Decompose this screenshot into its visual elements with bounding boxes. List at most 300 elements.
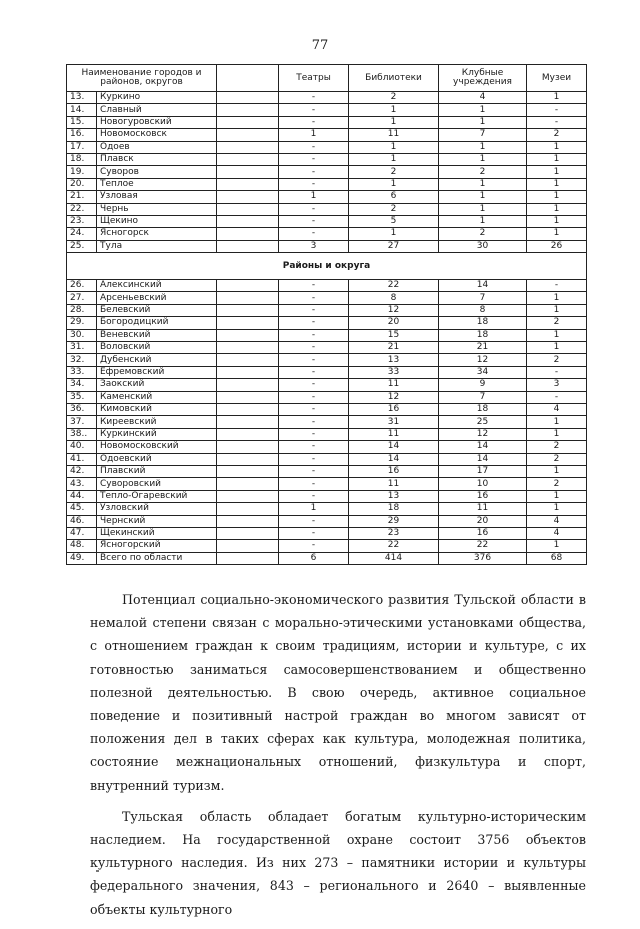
row-libraries: 13 [349,490,439,502]
row-clubs: 16 [439,527,527,539]
row-clubs: 376 [439,552,527,564]
row-theatres: - [279,391,349,403]
row-libraries: 15 [349,329,439,341]
row-clubs: 11 [439,503,527,515]
row-clubs: 4 [439,92,527,104]
row-libraries: 11 [349,428,439,440]
row-libraries: 20 [349,317,439,329]
row-libraries: 1 [349,153,439,165]
table-row [67,552,587,564]
paragraph: Тульская область обладает богатым культурно-историческим наследием. На государственной охране состоит 3756 объектов культурного наследия. Из них 273 – памятники истории и культуры федерального значения, 843 – регионального и 2640 – выявленные объекты культурного [90,808,586,917]
row-libraries: 29 [349,515,439,527]
row-theatres: - [279,342,349,354]
row-number: 29. [67,317,97,329]
row-name: Дубенский [97,354,217,366]
row-theatres: 1 [279,503,349,515]
row-libraries: 27 [349,240,439,252]
row-number: 19. [67,166,97,178]
row-libraries: 11 [349,478,439,490]
row-number: 23. [67,215,97,227]
row-theatres: - [279,280,349,292]
row-theatres: - [279,92,349,104]
table-row [67,141,587,153]
row-blank [217,215,279,227]
row-blank [217,428,279,440]
row-name: Заокский [97,379,217,391]
row-clubs: 14 [439,453,527,465]
row-museums: 2 [527,354,587,366]
row-clubs: 1 [439,215,527,227]
row-clubs: 16 [439,490,527,502]
table-row [67,191,587,203]
row-name: Воловский [97,342,217,354]
scan-speck [96,870,99,872]
row-museums: 1 [527,191,587,203]
row-clubs: 9 [439,379,527,391]
row-theatres: 1 [279,129,349,141]
row-name: Тула [97,240,217,252]
row-museums: 4 [527,527,587,539]
row-blank [217,153,279,165]
row-name: Ясногорск [97,228,217,240]
row-number: 21. [67,191,97,203]
row-number: 43. [67,478,97,490]
row-number: 17. [67,141,97,153]
row-blank [217,391,279,403]
row-name: Чернский [97,515,217,527]
row-blank [217,240,279,252]
row-libraries: 14 [349,453,439,465]
row-number: 32. [67,354,97,366]
row-theatres: - [279,141,349,153]
row-theatres: - [279,354,349,366]
row-clubs: 1 [439,191,527,203]
row-clubs: 20 [439,515,527,527]
table-row [67,317,587,329]
row-name: Ясногорский [97,540,217,552]
row-clubs: 2 [439,166,527,178]
row-name: Арсеньевский [97,292,217,304]
header-clubs: Клубные учреждения [439,65,527,92]
row-clubs: 18 [439,403,527,415]
row-clubs: 21 [439,342,527,354]
row-libraries: 2 [349,166,439,178]
header-theatres: Театры [279,65,349,92]
row-name: Одоевский [97,453,217,465]
table-row [67,153,587,165]
row-museums: - [527,104,587,116]
row-name: Всего по области [97,552,217,564]
row-blank [217,129,279,141]
row-name: Щекино [97,215,217,227]
row-name: Плавский [97,465,217,477]
row-blank [217,178,279,190]
row-museums: - [527,366,587,378]
table-row [67,540,587,552]
table-row [67,178,587,190]
row-libraries: 1 [349,116,439,128]
row-name: Киреевский [97,416,217,428]
table-row [67,366,587,378]
row-number: 14. [67,104,97,116]
row-number: 46. [67,515,97,527]
row-clubs: 7 [439,129,527,141]
row-number: 31. [67,342,97,354]
row-name: Новомосковский [97,441,217,453]
page-number: 77 [311,38,329,53]
row-number: 41. [67,453,97,465]
row-libraries: 16 [349,465,439,477]
row-museums: 1 [527,166,587,178]
row-clubs: 7 [439,292,527,304]
table-row [67,228,587,240]
row-libraries: 14 [349,441,439,453]
row-museums: 1 [527,416,587,428]
row-museums: 2 [527,453,587,465]
row-theatres: - [279,228,349,240]
row-museums: 1 [527,92,587,104]
table-row [67,92,587,104]
row-theatres: - [279,304,349,316]
table-row [67,354,587,366]
table-row [67,515,587,527]
row-theatres: - [279,203,349,215]
row-name: Суворовский [97,478,217,490]
table-row [67,490,587,502]
row-clubs: 1 [439,203,527,215]
row-museums: 4 [527,403,587,415]
row-libraries: 1 [349,104,439,116]
row-clubs: 25 [439,416,527,428]
table-row [67,304,587,316]
header-empty [217,65,279,92]
row-clubs: 14 [439,280,527,292]
row-number: 25. [67,240,97,252]
row-blank [217,490,279,502]
row-theatres: - [279,515,349,527]
row-blank [217,228,279,240]
row-museums: 1 [527,490,587,502]
row-clubs: 1 [439,104,527,116]
row-clubs: 12 [439,354,527,366]
table-row [67,527,587,539]
row-clubs: 34 [439,366,527,378]
row-blank [217,317,279,329]
table-header-row [67,65,587,92]
row-blank [217,478,279,490]
row-theatres: - [279,153,349,165]
row-museums: - [527,116,587,128]
row-museums: 1 [527,292,587,304]
row-number: 44. [67,490,97,502]
table-row [67,280,587,292]
table-row [67,453,587,465]
row-blank [217,329,279,341]
districts-body [67,280,587,565]
row-number: 47. [67,527,97,539]
row-museums: 2 [527,129,587,141]
row-libraries: 13 [349,354,439,366]
row-theatres: - [279,540,349,552]
row-museums: 68 [527,552,587,564]
table-row [67,441,587,453]
row-clubs: 12 [439,428,527,440]
row-blank [217,552,279,564]
row-number: 13. [67,92,97,104]
row-blank [217,366,279,378]
cities-body [67,92,587,253]
row-libraries: 22 [349,280,439,292]
row-libraries: 8 [349,292,439,304]
row-name: Белевский [97,304,217,316]
table-row [67,129,587,141]
row-name: Плавск [97,153,217,165]
row-blank [217,166,279,178]
table-row [67,215,587,227]
section-row-group [67,253,587,280]
table-row [67,391,587,403]
row-museums: 1 [527,203,587,215]
row-theatres: - [279,116,349,128]
row-theatres: - [279,441,349,453]
row-museums: 1 [527,540,587,552]
table-row [67,104,587,116]
row-blank [217,304,279,316]
row-clubs: 7 [439,391,527,403]
row-theatres: 1 [279,191,349,203]
row-museums: 1 [527,153,587,165]
row-blank [217,280,279,292]
row-museums: 1 [527,329,587,341]
row-libraries: 414 [349,552,439,564]
row-number: 28. [67,304,97,316]
culture-institutions-table [66,64,587,565]
row-theatres: - [279,178,349,190]
row-theatres: - [279,317,349,329]
row-name: Узловая [97,191,217,203]
row-name: Одоев [97,141,217,153]
row-museums: 3 [527,379,587,391]
row-number: 20. [67,178,97,190]
table-row [67,416,587,428]
row-libraries: 21 [349,342,439,354]
row-theatres: - [279,453,349,465]
table-row [67,292,587,304]
row-theatres: - [279,527,349,539]
table-row [67,478,587,490]
row-name: Куркино [97,92,217,104]
row-blank [217,104,279,116]
row-number: 35. [67,391,97,403]
row-blank [217,416,279,428]
row-libraries: 2 [349,92,439,104]
row-number: 40. [67,441,97,453]
row-clubs: 1 [439,141,527,153]
row-libraries: 18 [349,503,439,515]
row-name: Щекинский [97,527,217,539]
row-blank [217,342,279,354]
row-clubs: 18 [439,329,527,341]
row-theatres: - [279,403,349,415]
row-name: Чернь [97,203,217,215]
row-number: 26. [67,280,97,292]
row-blank [217,92,279,104]
row-name: Новомосковск [97,129,217,141]
row-museums: - [527,280,587,292]
row-theatres: - [279,104,349,116]
row-museums: 2 [527,317,587,329]
row-libraries: 16 [349,403,439,415]
row-libraries: 12 [349,391,439,403]
row-clubs: 1 [439,153,527,165]
row-libraries: 11 [349,129,439,141]
row-libraries: 11 [349,379,439,391]
row-name: Славный [97,104,217,116]
table-row [67,379,587,391]
row-clubs: 8 [439,304,527,316]
row-number: 45. [67,503,97,515]
row-theatres: - [279,490,349,502]
row-libraries: 23 [349,527,439,539]
row-number: 15. [67,116,97,128]
row-number: 18. [67,153,97,165]
row-number: 16. [67,129,97,141]
row-blank [217,141,279,153]
row-theatres: - [279,366,349,378]
row-number: 48. [67,540,97,552]
row-clubs: 14 [439,441,527,453]
row-clubs: 30 [439,240,527,252]
row-clubs: 10 [439,478,527,490]
row-blank [217,354,279,366]
row-museums: - [527,391,587,403]
row-number: 24. [67,228,97,240]
table-row [67,428,587,440]
row-theatres: 6 [279,552,349,564]
section-title: Районы и округа [67,253,587,280]
row-theatres: - [279,465,349,477]
row-blank [217,191,279,203]
table-row [67,503,587,515]
table-row [67,342,587,354]
row-name: Тепло-Огаревский [97,490,217,502]
row-number: 36. [67,403,97,415]
table-row [67,203,587,215]
row-name: Теплое [97,178,217,190]
row-theatres: - [279,215,349,227]
row-clubs: 22 [439,540,527,552]
row-number: 37. [67,416,97,428]
row-clubs: 1 [439,116,527,128]
row-museums: 4 [527,515,587,527]
row-theatres: - [279,416,349,428]
row-libraries: 5 [349,215,439,227]
row-libraries: 33 [349,366,439,378]
row-theatres: - [279,379,349,391]
row-libraries: 2 [349,203,439,215]
header-libraries: Библиотеки [349,65,439,92]
row-number: 22. [67,203,97,215]
row-theatres: - [279,166,349,178]
table-row [67,465,587,477]
row-number: 49. [67,552,97,564]
row-theatres: - [279,478,349,490]
body-text [90,588,586,929]
row-number: 38.. [67,428,97,440]
row-museums: 1 [527,141,587,153]
row-museums: 1 [527,228,587,240]
row-museums: 1 [527,465,587,477]
row-museums: 2 [527,478,587,490]
row-name: Веневский [97,329,217,341]
table-row [67,329,587,341]
row-name: Ефремовский [97,366,217,378]
row-number: 34. [67,379,97,391]
table-row [67,403,587,415]
row-blank [217,527,279,539]
row-theatres: - [279,428,349,440]
row-blank [217,441,279,453]
row-blank [217,203,279,215]
row-name: Кимовский [97,403,217,415]
row-museums: 1 [527,178,587,190]
row-clubs: 1 [439,178,527,190]
row-museums: 1 [527,304,587,316]
row-name: Узловский [97,503,217,515]
row-libraries: 1 [349,178,439,190]
row-blank [217,503,279,515]
row-libraries: 6 [349,191,439,203]
row-number: 30. [67,329,97,341]
row-museums: 1 [527,503,587,515]
row-libraries: 22 [349,540,439,552]
row-name: Каменский [97,391,217,403]
row-libraries: 1 [349,141,439,153]
row-blank [217,379,279,391]
row-name: Богородицкий [97,317,217,329]
row-clubs: 2 [439,228,527,240]
row-museums: 1 [527,342,587,354]
row-blank [217,540,279,552]
row-clubs: 18 [439,317,527,329]
header-name: Наименование городов и районов, округов [67,65,217,92]
paragraph: Потенциал социально-экономического развития Тульской области в немалой степени связан с морально-этическими установками общества, с отношением граждан к своим традициям, истории и культуре, с их готовностью заниматься самосовершенствованием и общественно полезной деятельностью. В свою очередь, активное социальное поведение и позитивный настрой граждан во многом зависят от положения дел в таких сферах как культура, молодежная политика, состояние межнациональных отношений, физкультура и спорт, внутренний туризм. [90,592,586,793]
row-blank [217,453,279,465]
row-museums: 1 [527,428,587,440]
row-blank [217,515,279,527]
row-theatres: - [279,329,349,341]
row-number: 27. [67,292,97,304]
row-libraries: 12 [349,304,439,316]
row-libraries: 1 [349,228,439,240]
row-blank [217,465,279,477]
section-row [67,253,587,280]
row-number: 42. [67,465,97,477]
table-row [67,116,587,128]
row-museums: 2 [527,441,587,453]
table-row [67,166,587,178]
row-theatres: 3 [279,240,349,252]
row-name: Суворов [97,166,217,178]
table-row [67,240,587,252]
row-number: 33. [67,366,97,378]
header-museums: Музеи [527,65,587,92]
row-name: Алексинский [97,280,217,292]
row-libraries: 31 [349,416,439,428]
row-museums: 1 [527,215,587,227]
row-blank [217,292,279,304]
row-blank [217,116,279,128]
